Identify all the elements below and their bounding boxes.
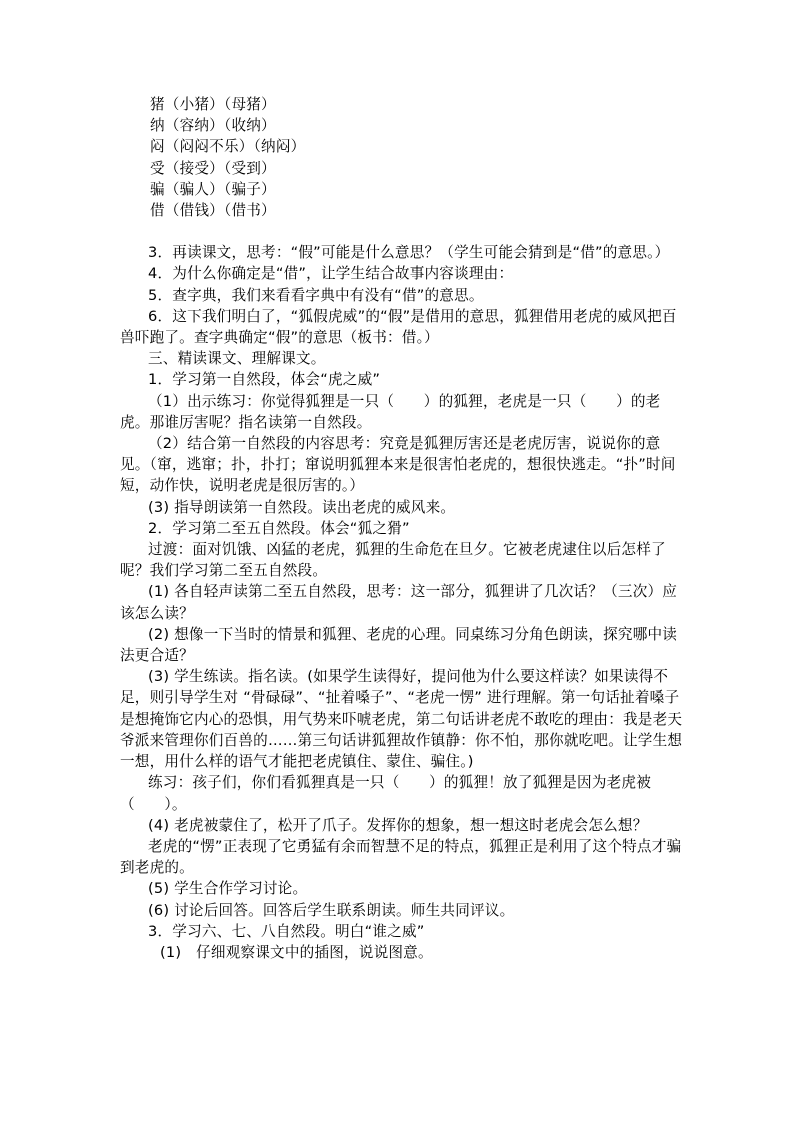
paragraph: （1）出示练习：你觉得狐狸是一只（ ）的狐狸，老虎是一只（ ）的老虎。那谁厉害呢？指名读第一自然段。 bbox=[120, 392, 661, 431]
section-heading: 三、精读课文、理解课文。 bbox=[148, 350, 326, 368]
paragraph: 4．为什么你确定是“借”，让学生结合故事内容谈理由： bbox=[148, 265, 514, 283]
paragraph: (5) 学生合作学习讨论。 bbox=[148, 880, 308, 898]
document-body bbox=[120, 94, 690, 963]
paragraph: (3) 学生练读。指名读。(如果学生读得好，提问他为什么要这样读？如果读得不足，则引导学生对 “骨碌碌”、“扯着嗓子”、“老虎一愣” 进行理解。第一句话扯着嗓子是想掩饰它内心的恐惧，用气势来吓唬老虎，第二句话讲老虎不敢吃的理由：我是老天爷派来管理你们百兽的……第三句话讲狐狸故作镇静：你不怕，那你就吃吧。让学生想一想，用什么样的语气才能把老虎镇住、蒙住、骗住。) bbox=[120, 668, 683, 771]
paragraph: 老虎的“愣”正表现了它勇猛有余而智慧不足的特点，狐狸正是利用了这个特点才骗到老虎的。 bbox=[120, 837, 682, 877]
paragraph: (4) 老虎被蒙住了，松开了爪子。发挥你的想象，想一想这时老虎会怎么想？ bbox=[148, 816, 648, 834]
word-list bbox=[120, 94, 690, 221]
paragraph: (2) 想像一下当时的情景和狐狸、老虎的心理。同桌练习分角色朗读，探究哪中读法更合适？ bbox=[120, 625, 678, 665]
blank-line bbox=[120, 221, 690, 242]
paragraph: 3．再读课文，思考：“假”可能是什么意思？（学生可能会猜到是“借”的意思。） bbox=[148, 244, 670, 262]
word-item: 猪（小猪）（母猪） bbox=[150, 96, 276, 113]
paragraph: （2）结合第一自然段的内容思考：究竟是狐狸厉害还是老虎厉害，说说你的意见。（窜，逃窜；扑，扑打；窜说明狐狸本来是很害怕老虎的，想很快逃走。“扑”时间短，动作快，说明老虎是很厉害的。） bbox=[120, 435, 676, 495]
word-item: 骗（骗人）（骗子） bbox=[150, 180, 276, 198]
subsection-heading: 3．学习六、七、八自然段。明白“谁之威” bbox=[148, 922, 425, 940]
paragraph: 过渡：面对饥饿、凶猛的老虎，狐狸的生命危在旦夕。它被老虎逮住以后怎样了呢？我们学习第二至五自然段。 bbox=[120, 541, 666, 580]
word-item: 借（借钱）（借书） bbox=[150, 202, 276, 220]
subsection-heading: 1．学习第一自然段，体会“虎之威” bbox=[148, 371, 381, 389]
subsection-heading: 2．学习第二至五自然段。体会“狐之猾” bbox=[148, 519, 410, 537]
paragraph: 练习：孩子们，你们看狐狸真是一只（ ）的狐狸！放了狐狸是因为老虎被（ ）。 bbox=[120, 774, 651, 813]
paragraph: (1) 各自轻声读第二至五自然段，思考：这一部分，狐狸讲了几次话？（三次）应该怎么读？ bbox=[120, 583, 678, 622]
paragraph: 5．查字典，我们来看看字典中有没有“借”的意思。 bbox=[148, 286, 484, 304]
word-item: 闷（闷闷不乐）（纳闷） bbox=[150, 138, 306, 156]
paragraph: 6．这下我们明白了，“狐假虎威”的“假”是借用的意思，狐狸借用老虎的威风把百兽吓跑了。查字典确定“假”的意思（板书：借。） bbox=[120, 307, 677, 347]
paragraph: (6) 讨论后回答。回答后学生联系朗读。师生共同评议。 bbox=[148, 901, 515, 919]
paragraph: (3) 指导朗读第一自然段。读出老虎的威风来。 bbox=[148, 498, 456, 516]
paragraph: (1) 仔细观察课文中的插图，说说图意。 bbox=[160, 943, 433, 961]
word-item: 纳（容纳）（收纳） bbox=[150, 117, 276, 135]
word-item: 受（接受）（受到） bbox=[150, 159, 276, 177]
